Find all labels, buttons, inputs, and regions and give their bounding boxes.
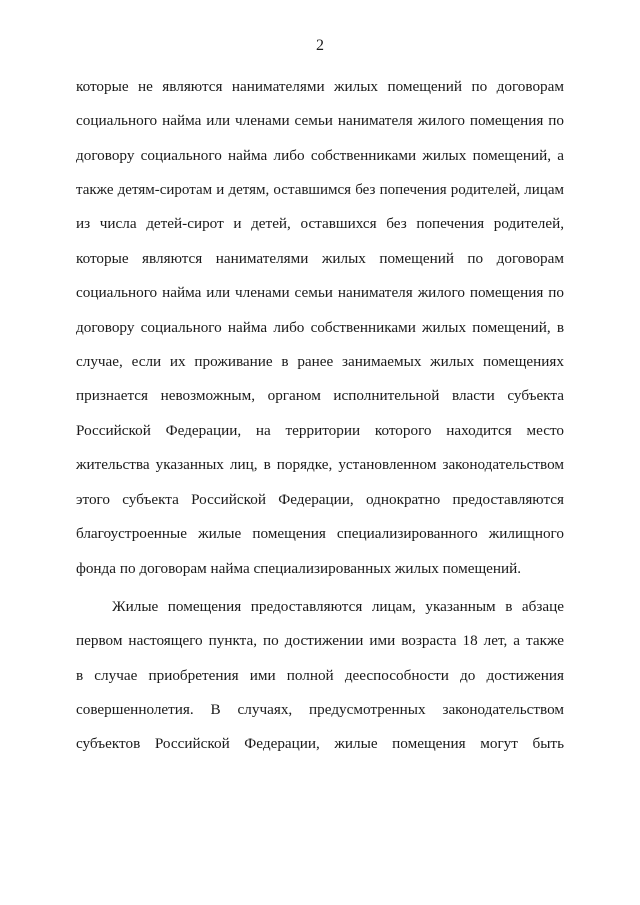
text-line: жительства указанных лиц, в порядке, установленном законодательством [76, 456, 564, 473]
text-line: из числа детей-сирот и детей, оставшихся без попечения родителей, [76, 215, 564, 232]
text-line: договору социального найма либо собственниками жилых помещений, в [76, 319, 564, 336]
text-line: социального найма или членами семьи нанимателя жилого помещения по [76, 284, 564, 301]
text-line: также детям-сиротам и детям, оставшимся без попечения родителей, лицам [76, 182, 564, 198]
text-line: Российской Федерации, на территории которого находится место [76, 422, 564, 439]
text-line: первом настоящего пункта, по достижении ими возраста 18 лет, а также [76, 632, 564, 649]
text-line: в случае приобретения ими полной дееспособности до достижения [76, 667, 564, 684]
text-line: субъектов Российской Федерации, жилые помещения могут быть [76, 735, 564, 752]
text-line: этого субъекта Российской Федерации, однократно предоставляются [76, 491, 564, 508]
text-line: признается невозможным, органом исполнительной власти субъекта [76, 387, 564, 404]
text-line: совершеннолетия. В случаях, предусмотренных законодательством [76, 701, 564, 718]
text-line: случае, если их проживание в ранее занимаемых жилых помещениях [76, 353, 564, 370]
text-line: благоустроенные жилые помещения специализированного жилищного [76, 525, 564, 542]
text-line: фонда по договорам найма специализированных жилых помещений. [76, 560, 522, 577]
text-line: Жилые помещения предоставляются лицам, указанным в абзаце [112, 598, 564, 615]
text-line: которые не являются нанимателями жилых помещений по договорам [76, 78, 564, 95]
text-line: социального найма или членами семьи нанимателя жилого помещения по [76, 112, 564, 129]
text-line: договору социального найма либо собственниками жилых помещений, а [76, 147, 564, 164]
page-number: 2 [316, 37, 324, 54]
text-line: которые являются нанимателями жилых помещений по договорам [76, 250, 564, 267]
